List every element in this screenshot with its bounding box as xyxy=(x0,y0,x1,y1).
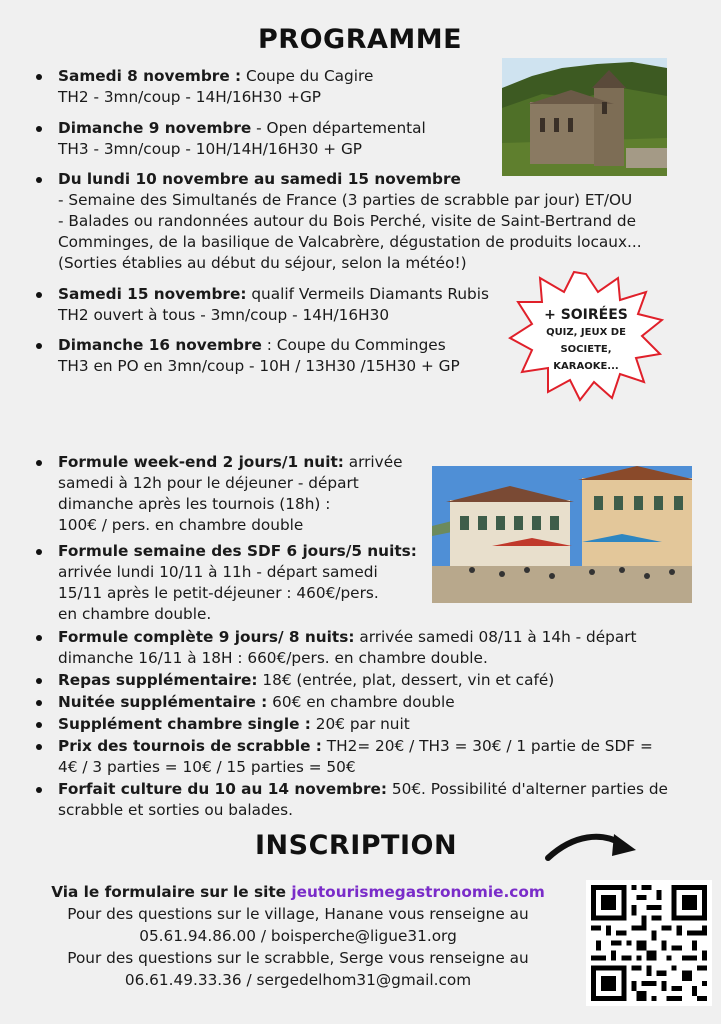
item-title: Repas supplémentaire: xyxy=(58,671,258,689)
item-text: 20€ par nuit xyxy=(310,715,410,733)
formule-item-5 xyxy=(58,692,455,713)
bullet-icon xyxy=(36,744,42,750)
item-date: Du lundi 10 novembre au samedi 15 novembre xyxy=(58,170,461,188)
programme-item-4 xyxy=(58,284,489,326)
item-date: Samedi 8 novembre : xyxy=(58,67,242,85)
question-scrabble: Pour des questions sur le scrabble, Serge vous renseigne au xyxy=(67,949,529,967)
item-detail: TH2 - 3mn/coup - 14H/16H30 +GP xyxy=(58,88,322,106)
soirees-line: QUIZ, JEUX DE xyxy=(546,327,626,338)
bullet-icon xyxy=(36,177,42,183)
item-date: Dimanche 9 novembre xyxy=(58,119,252,137)
formule-item-2 xyxy=(58,541,417,625)
programme-item-2 xyxy=(58,118,426,160)
contact-village: 05.61.94.86.00 / boisperche@ligue31.org xyxy=(139,927,457,945)
inscription-info xyxy=(30,881,566,991)
item-detail: TH3 - 3mn/coup - 10H/14H/16H30 + GP xyxy=(58,140,363,158)
item-text: 50€. Possibilité d'alterner parties de xyxy=(387,780,668,798)
item-detail: TH2 ouvert à tous - 3mn/coup - 14H/16H30 xyxy=(58,306,390,324)
soirees-line: SOCIETE, xyxy=(560,344,612,355)
bullet-icon xyxy=(36,126,42,132)
item-date: Samedi 15 novembre: xyxy=(58,285,247,303)
programme-item-5 xyxy=(58,335,460,377)
item-detail: dimanche après les tournois (18h) : xyxy=(58,495,331,513)
item-detail: samedi à 12h pour le déjeuner - départ xyxy=(58,474,359,492)
bullet-icon xyxy=(36,292,42,298)
formule-item-1 xyxy=(58,452,403,536)
item-text: 60€ en chambre double xyxy=(267,693,455,711)
formule-item-8 xyxy=(58,779,668,821)
formule-item-7 xyxy=(58,736,653,778)
item-text: - Open départemental xyxy=(251,119,426,137)
item-text: : Coupe du Comminges xyxy=(261,336,446,354)
soirees-title: + SOIRÉES xyxy=(544,307,628,323)
item-text: Coupe du Cagire xyxy=(241,67,374,85)
bullet-icon xyxy=(36,678,42,684)
qr-code-icon[interactable] xyxy=(586,880,712,1006)
bullet-icon xyxy=(36,74,42,80)
item-detail: 4€ / 3 parties = 10€ / 15 parties = 50€ xyxy=(58,758,356,776)
bullet-icon xyxy=(36,549,42,555)
item-title: Prix des tournois de scrabble : xyxy=(58,737,322,755)
item-detail: Comminges, de la basilique de Valcabrère, dégustation de produits locaux... xyxy=(58,233,642,251)
inscription-via: Via le formulaire sur le site xyxy=(51,883,292,901)
programme-title: PROGRAMME xyxy=(258,24,463,55)
item-detail: - Semaine des Simultanés de France (3 parties de scrabble par jour) ET/OU xyxy=(58,191,633,209)
item-date: Dimanche 16 novembre xyxy=(58,336,262,354)
site-link[interactable]: jeutourismegastronomie.com xyxy=(291,883,545,901)
item-detail: - Balades ou randonnées autour du Bois Perché, visite de Saint-Bertrand de xyxy=(58,212,636,230)
item-detail: TH3 en PO en 3mn/coup - 10H / 13H30 /15H30 + GP xyxy=(58,357,460,375)
soirees-line: KARAOKE... xyxy=(553,361,619,372)
bullet-icon xyxy=(36,787,42,793)
item-text: arrivée xyxy=(343,453,403,471)
formule-item-4 xyxy=(58,670,554,691)
item-title: Formule complète 9 jours/ 8 nuits: xyxy=(58,628,355,646)
formule-item-3 xyxy=(58,627,637,669)
item-detail: en chambre double. xyxy=(58,605,212,623)
inscription-title: INSCRIPTION xyxy=(255,830,458,861)
item-text: arrivée samedi 08/11 à 14h - départ xyxy=(354,628,637,646)
item-detail: 15/11 après le petit-déjeuner : 460€/pers. xyxy=(58,584,379,602)
bullet-icon xyxy=(36,700,42,706)
item-detail: dimanche 16/11 à 18H : 660€/pers. en chambre double. xyxy=(58,649,488,667)
item-detail: scrabble et sorties ou balades. xyxy=(58,801,293,819)
item-title: Nuitée supplémentaire : xyxy=(58,693,268,711)
bullet-icon xyxy=(36,722,42,728)
contact-scrabble: 06.61.49.33.36 / sergedelhom31@gmail.com xyxy=(124,971,472,989)
question-village: Pour des questions sur le village, Hanane vous renseigne au xyxy=(67,905,529,923)
item-text: qualif Vermeils Diamants Rubis xyxy=(246,285,489,303)
bullet-icon xyxy=(36,343,42,349)
item-detail: 100€ / pers. en chambre double xyxy=(58,516,304,534)
soirees-badge xyxy=(508,270,664,404)
programme-item-1 xyxy=(58,66,373,108)
item-detail: (Sorties établies au début du séjour, selon la météo!) xyxy=(58,254,467,272)
item-title: Formule semaine des SDF 6 jours/5 nuits: xyxy=(58,542,417,560)
item-title: Formule week-end 2 jours/1 nuit: xyxy=(58,453,344,471)
item-title: Supplément chambre single : xyxy=(58,715,311,733)
programme-item-3 xyxy=(58,169,642,274)
curved-arrow-icon xyxy=(544,828,640,864)
abbey-photo xyxy=(502,58,667,176)
item-detail: arrivée lundi 10/11 à 11h - départ samedi xyxy=(58,563,378,581)
bullet-icon xyxy=(36,460,42,466)
item-text: TH2= 20€ / TH3 = 30€ / 1 partie de SDF = xyxy=(321,737,653,755)
formule-item-6 xyxy=(58,714,410,735)
item-title: Forfait culture du 10 au 14 novembre: xyxy=(58,780,387,798)
village-photo xyxy=(432,466,692,603)
item-text: 18€ (entrée, plat, dessert, vin et café) xyxy=(257,671,555,689)
bullet-icon xyxy=(36,635,42,641)
